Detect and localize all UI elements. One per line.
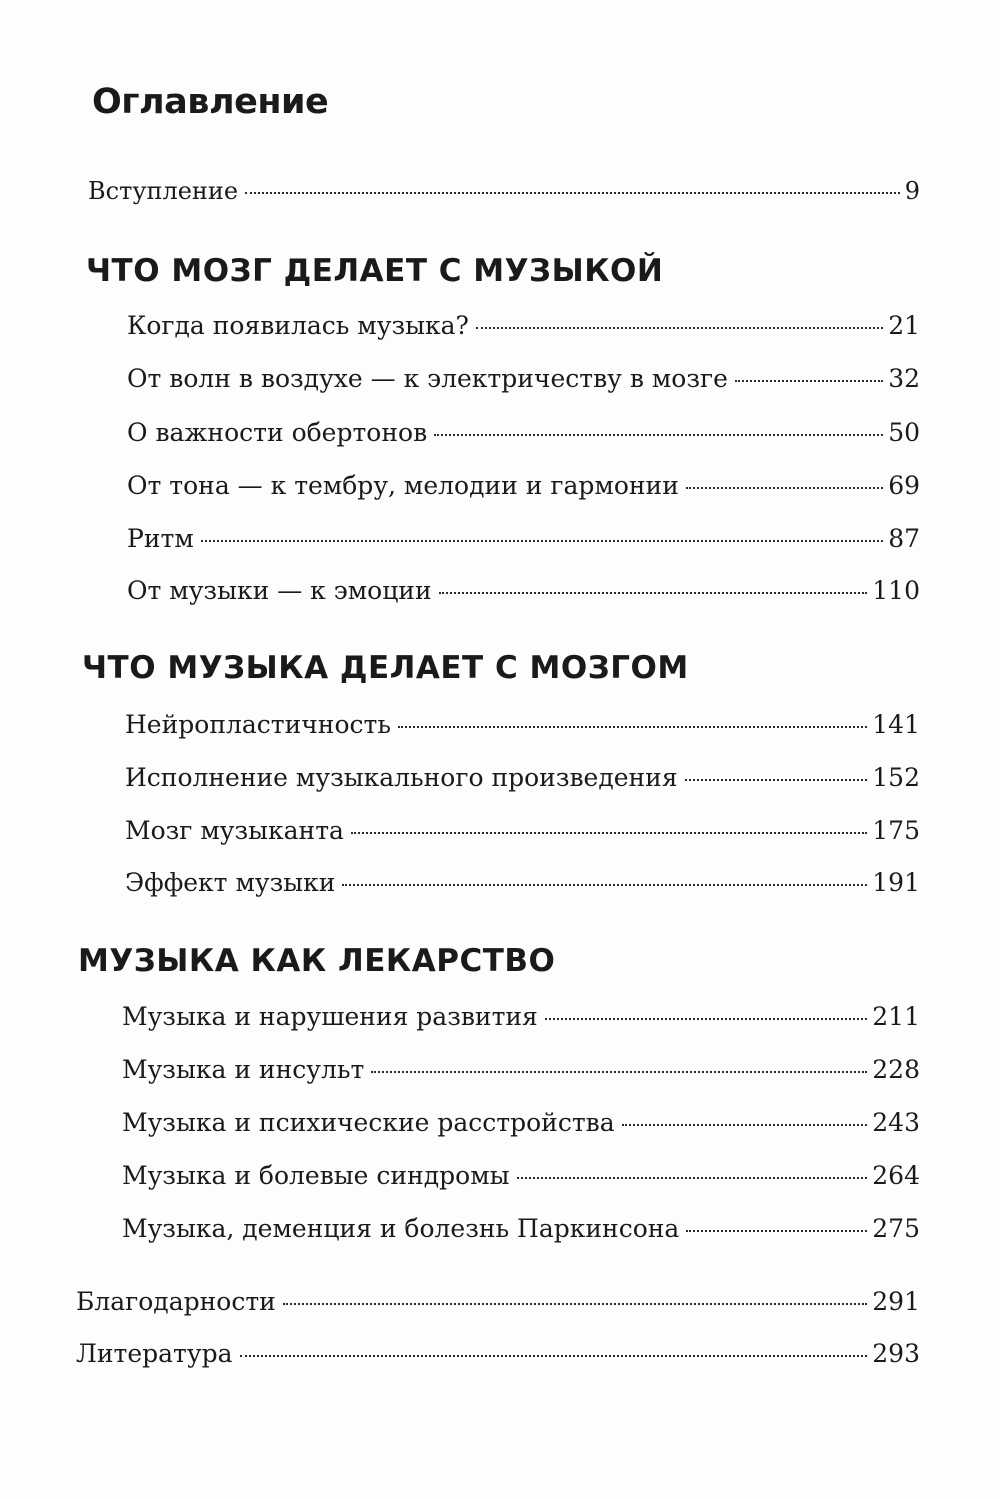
entry-label: От музыки — к эмоции bbox=[127, 576, 432, 605]
dot-leader bbox=[434, 434, 883, 436]
toc-entry-references[interactable] bbox=[76, 1337, 920, 1371]
entry-page: 110 bbox=[872, 576, 920, 605]
dot-leader bbox=[517, 1177, 868, 1179]
toc-entry[interactable] bbox=[127, 574, 920, 608]
toc-entry[interactable] bbox=[122, 1000, 920, 1034]
toc-entry[interactable] bbox=[127, 522, 920, 556]
part-heading-1: ЧТО МОЗГ ДЕЛАЕТ С МУЗЫКОЙ bbox=[86, 253, 664, 289]
toc-entry[interactable] bbox=[122, 1212, 920, 1246]
toc-entry[interactable] bbox=[127, 416, 920, 450]
entry-label: Музыка и инсульт bbox=[122, 1055, 365, 1084]
entry-page: 211 bbox=[872, 1002, 920, 1031]
entry-label: Мозг музыканта bbox=[125, 816, 344, 845]
toc-entry[interactable] bbox=[127, 469, 920, 503]
dot-leader bbox=[735, 380, 883, 382]
page-title: Оглавление bbox=[92, 82, 329, 122]
dot-leader bbox=[283, 1303, 867, 1305]
dot-leader bbox=[371, 1071, 867, 1073]
toc-entry[interactable] bbox=[122, 1053, 920, 1087]
entry-page: 87 bbox=[888, 524, 920, 553]
entry-label: Литература bbox=[76, 1339, 233, 1368]
entry-page: 191 bbox=[872, 868, 920, 897]
toc-entry[interactable] bbox=[125, 708, 920, 742]
entry-label: Эффект музыки bbox=[125, 868, 336, 897]
entry-page: 293 bbox=[872, 1339, 920, 1368]
entry-page: 228 bbox=[872, 1055, 920, 1084]
entry-page: 291 bbox=[872, 1287, 920, 1316]
entry-label: Вступление bbox=[88, 177, 239, 205]
entry-page: 152 bbox=[872, 763, 920, 792]
entry-page: 21 bbox=[888, 311, 920, 340]
toc-entry[interactable] bbox=[127, 362, 920, 396]
dot-leader bbox=[351, 832, 867, 834]
toc-entry[interactable] bbox=[125, 761, 920, 795]
dot-leader bbox=[245, 192, 900, 194]
dot-leader bbox=[685, 779, 868, 781]
toc-entry[interactable] bbox=[127, 309, 920, 343]
entry-page: 141 bbox=[872, 710, 920, 739]
dot-leader bbox=[476, 327, 883, 329]
toc-entry[interactable] bbox=[125, 814, 920, 848]
entry-label: Исполнение музыкального произведения bbox=[125, 763, 678, 792]
part-heading-3: МУЗЫКА КАК ЛЕКАРСТВО bbox=[78, 943, 556, 979]
toc-entry[interactable] bbox=[122, 1106, 920, 1140]
dot-leader bbox=[686, 487, 883, 489]
entry-page: 50 bbox=[888, 418, 920, 447]
dot-leader bbox=[398, 726, 867, 728]
entry-page: 275 bbox=[872, 1214, 920, 1243]
toc-entry-intro[interactable] bbox=[88, 174, 920, 208]
entry-page: 243 bbox=[872, 1108, 920, 1137]
entry-page: 9 bbox=[904, 177, 920, 205]
entry-label: Ритм bbox=[127, 524, 194, 553]
dot-leader bbox=[240, 1355, 868, 1357]
entry-label: Нейропластичность bbox=[125, 710, 391, 739]
dot-leader bbox=[342, 884, 867, 886]
entry-page: 264 bbox=[872, 1161, 920, 1190]
entry-label: О важности обертонов bbox=[127, 418, 428, 447]
entry-label: От тона — к тембру, мелодии и гармонии bbox=[127, 471, 679, 500]
dot-leader bbox=[622, 1124, 868, 1126]
entry-page: 69 bbox=[888, 471, 920, 500]
toc-entry-acknowledgements[interactable] bbox=[76, 1285, 920, 1319]
dot-leader bbox=[686, 1230, 867, 1232]
entry-label: Музыка и болевые синдромы bbox=[122, 1161, 510, 1190]
entry-label: Музыка, деменция и болезнь Паркинсона bbox=[122, 1214, 680, 1243]
dot-leader bbox=[545, 1018, 867, 1020]
entry-label: Когда появилась музыка? bbox=[127, 311, 469, 340]
entry-page: 175 bbox=[872, 816, 920, 845]
entry-label: Музыка и психические расстройства bbox=[122, 1108, 615, 1137]
dot-leader bbox=[201, 540, 883, 542]
toc-entry[interactable] bbox=[122, 1159, 920, 1193]
entry-page: 32 bbox=[888, 364, 920, 393]
part-heading-2: ЧТО МУЗЫКА ДЕЛАЕТ С МОЗГОМ bbox=[82, 650, 689, 686]
entry-label: От волн в воздухе — к электричеству в мозге bbox=[127, 364, 728, 393]
dot-leader bbox=[439, 592, 868, 594]
toc-entry[interactable] bbox=[125, 866, 920, 900]
entry-label: Благодарности bbox=[76, 1287, 276, 1316]
entry-label: Музыка и нарушения развития bbox=[122, 1002, 538, 1031]
